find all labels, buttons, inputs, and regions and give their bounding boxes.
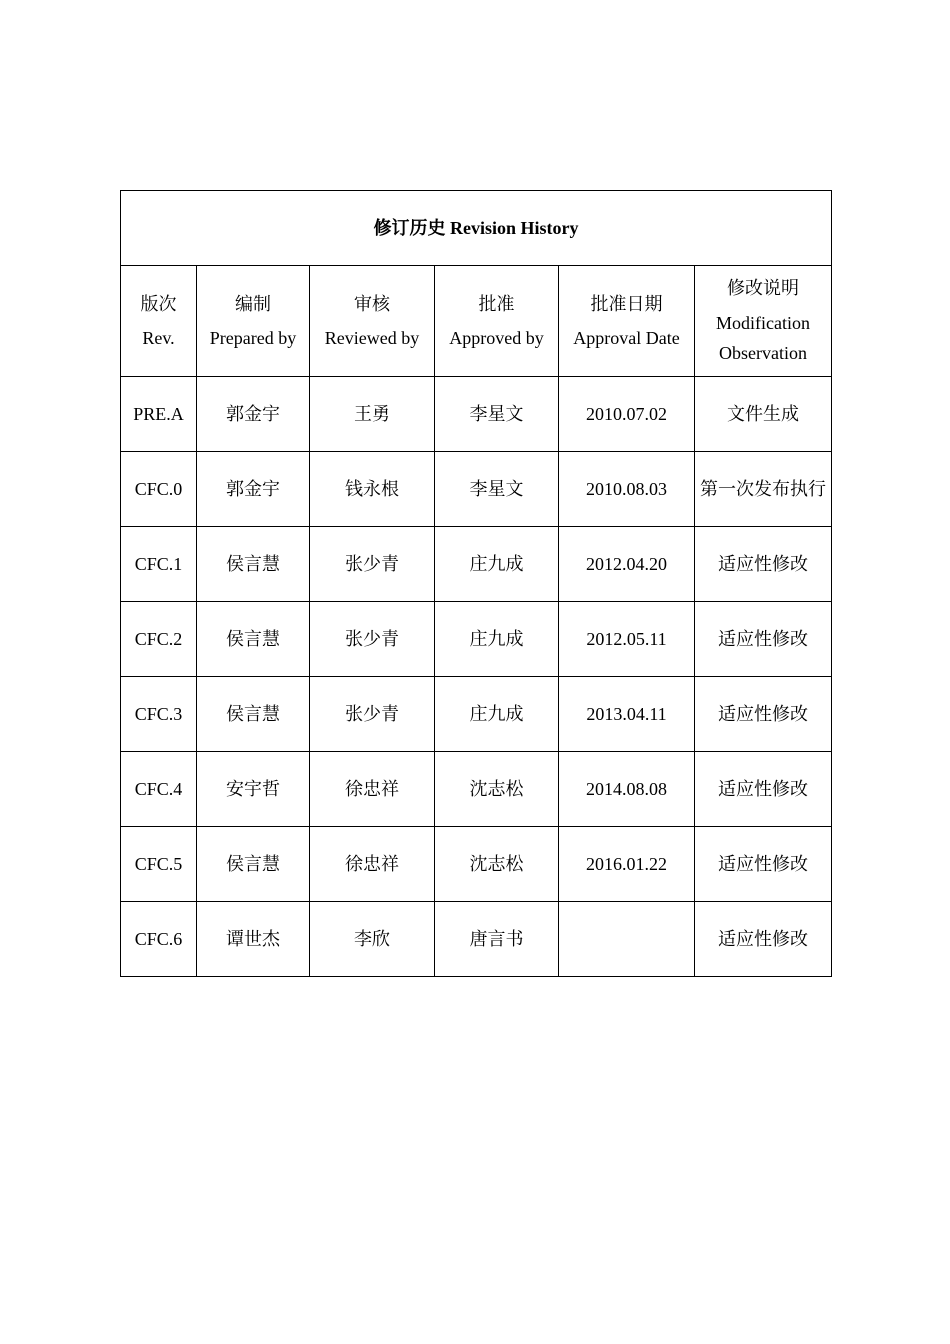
table-title: 修订历史 Revision History — [121, 191, 832, 266]
cell-date: 2012.04.20 — [559, 527, 695, 602]
header-reviewed-en: Reviewed by — [324, 328, 420, 348]
cell-rev: CFC.1 — [121, 527, 197, 602]
cell-note: 文件生成 — [695, 377, 832, 452]
cell-approved: 沈志松 — [435, 752, 559, 827]
header-approval-date-zh: 批准日期 — [590, 293, 663, 314]
cell-date: 2010.07.02 — [559, 377, 695, 452]
header-approval-date-en: Approval Date — [573, 328, 680, 348]
header-reviewed — [310, 266, 435, 377]
title-row — [121, 191, 832, 266]
cell-reviewed: 钱永根 — [310, 452, 435, 527]
cell-rev: PRE.A — [121, 377, 197, 452]
cell-reviewed: 张少青 — [310, 602, 435, 677]
cell-reviewed: 徐忠祥 — [310, 752, 435, 827]
header-prepared — [197, 266, 310, 377]
cell-note: 适应性修改 — [695, 752, 832, 827]
cell-rev: CFC.5 — [121, 827, 197, 902]
cell-note: 适应性修改 — [695, 677, 832, 752]
cell-rev: CFC.6 — [121, 902, 197, 977]
cell-date: 2013.04.11 — [559, 677, 695, 752]
cell-approved: 李星文 — [435, 452, 559, 527]
header-row — [121, 266, 832, 377]
cell-rev: CFC.3 — [121, 677, 197, 752]
cell-reviewed: 张少青 — [310, 527, 435, 602]
cell-date: 2014.08.08 — [559, 752, 695, 827]
table-row — [121, 452, 832, 527]
cell-approved: 沈志松 — [435, 827, 559, 902]
header-prepared-zh: 编制 — [235, 293, 271, 314]
cell-date: 2012.05.11 — [559, 602, 695, 677]
table-row — [121, 377, 832, 452]
cell-note: 适应性修改 — [695, 527, 832, 602]
header-approved-zh: 批准 — [478, 293, 515, 314]
table-row — [121, 902, 832, 977]
cell-prepared: 郭金宇 — [197, 452, 310, 527]
cell-rev: CFC.0 — [121, 452, 197, 527]
cell-date: 2010.08.03 — [559, 452, 695, 527]
cell-note: 适应性修改 — [695, 602, 832, 677]
header-approval-date — [559, 266, 695, 377]
cell-approved: 李星文 — [435, 377, 559, 452]
cell-approved: 庄九成 — [435, 602, 559, 677]
cell-approved: 庄九成 — [435, 527, 559, 602]
cell-prepared: 郭金宇 — [197, 377, 310, 452]
table-row — [121, 827, 832, 902]
cell-rev: CFC.2 — [121, 602, 197, 677]
cell-prepared: 侯言慧 — [197, 602, 310, 677]
cell-reviewed: 李欣 — [310, 902, 435, 977]
cell-date: 2016.01.22 — [559, 827, 695, 902]
cell-note: 适应性修改 — [695, 902, 832, 977]
header-rev — [121, 266, 197, 377]
header-approved — [435, 266, 559, 377]
cell-date — [559, 902, 695, 977]
cell-approved: 唐言书 — [435, 902, 559, 977]
header-modification-en2: Observation — [719, 343, 808, 364]
revision-history-table — [120, 190, 832, 977]
header-rev-en: Rev. — [142, 328, 175, 348]
cell-note: 适应性修改 — [695, 827, 832, 902]
header-reviewed-zh: 审核 — [354, 293, 390, 314]
cell-prepared: 侯言慧 — [197, 827, 310, 902]
cell-note: 第一次发布执行 — [695, 452, 832, 527]
header-rev-zh: 版次 — [140, 293, 177, 314]
cell-prepared: 侯言慧 — [197, 677, 310, 752]
table-row — [121, 527, 832, 602]
table-row — [121, 752, 832, 827]
cell-reviewed: 王勇 — [310, 377, 435, 452]
header-modification — [695, 266, 832, 377]
header-modification-zh: 修改说明 — [727, 278, 800, 299]
header-modification-en: Modification — [716, 312, 811, 333]
table-row — [121, 602, 832, 677]
cell-approved: 庄九成 — [435, 677, 559, 752]
cell-prepared: 谭世杰 — [197, 902, 310, 977]
cell-reviewed: 张少青 — [310, 677, 435, 752]
header-prepared-en: Prepared by — [209, 328, 297, 348]
cell-prepared: 安宇哲 — [197, 752, 310, 827]
cell-prepared: 侯言慧 — [197, 527, 310, 602]
cell-reviewed: 徐忠祥 — [310, 827, 435, 902]
table-row — [121, 677, 832, 752]
cell-rev: CFC.4 — [121, 752, 197, 827]
header-approved-en: Approved by — [449, 328, 544, 348]
